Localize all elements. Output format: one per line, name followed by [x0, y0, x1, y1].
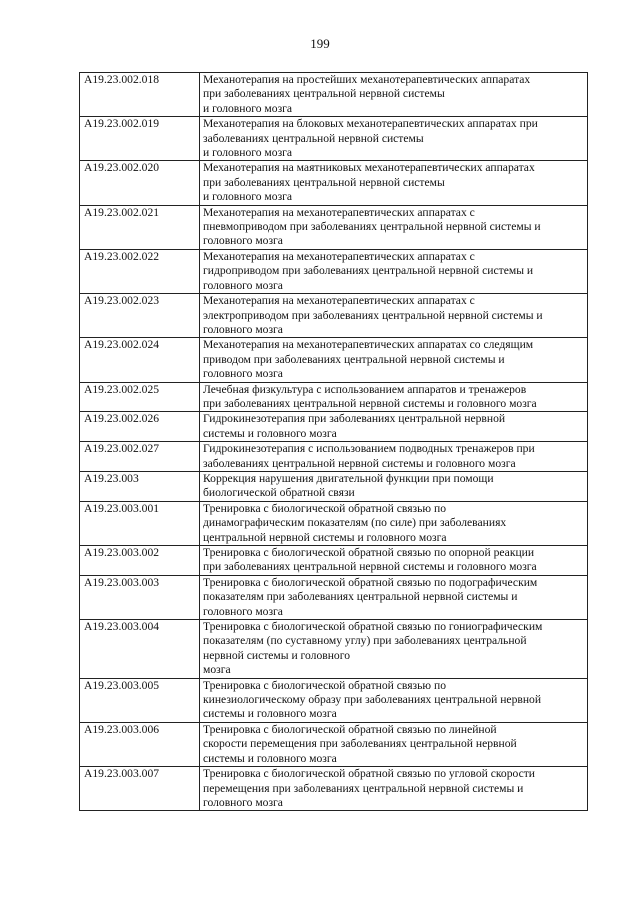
- description-line: системы и головного мозга: [203, 707, 337, 721]
- service-description: [200, 722, 588, 766]
- description-line: головного мозга: [203, 322, 283, 336]
- description-line: кинезиологическому образу при заболеваниях центральной нервной: [203, 693, 542, 707]
- description-line: Тренировка с биологической обратной связью по: [203, 501, 446, 515]
- description-line: при заболеваниях центральной нервной системы: [203, 87, 445, 101]
- table-row: [80, 382, 588, 412]
- table-row: [80, 575, 588, 619]
- description-line: и головного мозга: [203, 101, 293, 115]
- description-line: головного мозга: [203, 278, 283, 292]
- service-code: A19.23.003.005: [80, 678, 200, 722]
- description-line: гидроприводом при заболеваниях центральной нервной системы и: [203, 264, 534, 278]
- table-row: [80, 412, 588, 442]
- description-line: Механотерапия на блоковых механотерапевтических аппаратах при: [203, 117, 538, 131]
- description-line: Механотерапия на механотерапевтических аппаратах с: [203, 249, 475, 263]
- service-code: A19.23.003.006: [80, 722, 200, 766]
- table-row: [80, 249, 588, 293]
- table-row: [80, 294, 588, 338]
- description-line: Тренировка с биологической обратной связью по: [203, 678, 446, 692]
- service-code: A19.23.002.020: [80, 161, 200, 205]
- description-line: центральной нервной системы и головного мозга: [203, 530, 447, 544]
- table-row: [80, 338, 588, 382]
- service-description: [200, 575, 588, 619]
- description-line: Механотерапия на механотерапевтических аппаратах с: [203, 205, 475, 219]
- service-code: A19.23.002.026: [80, 412, 200, 442]
- table-row: [80, 620, 588, 679]
- description-line: системы и головного мозга: [203, 426, 337, 440]
- description-line: пневмоприводом при заболеваниях центральной нервной системы и: [203, 220, 541, 234]
- table-row: [80, 442, 588, 472]
- service-description: [200, 338, 588, 382]
- table-row: [80, 501, 588, 545]
- description-line: показателям при заболеваниях центральной нервной системы и: [203, 590, 518, 604]
- table-row: [80, 722, 588, 766]
- description-line: нервной системы и головного: [203, 648, 350, 662]
- service-description: [200, 620, 588, 679]
- service-description: [200, 249, 588, 293]
- description-line: головного мозга: [203, 234, 283, 248]
- description-line: биологической обратной связи: [203, 486, 355, 500]
- table-row: [80, 678, 588, 722]
- service-code: A19.23.003.001: [80, 501, 200, 545]
- service-code: A19.23.002.025: [80, 382, 200, 412]
- description-line: перемещения при заболеваниях центральной нервной системы и: [203, 781, 524, 795]
- table-row: [80, 205, 588, 249]
- service-description: [200, 73, 588, 117]
- description-line: Тренировка с биологической обратной связью по угловой скорости: [203, 767, 536, 781]
- description-line: мозга: [203, 663, 231, 677]
- description-line: головного мозга: [203, 604, 283, 618]
- service-code: A19.23.002.024: [80, 338, 200, 382]
- description-line: при заболеваниях центральной нервной системы: [203, 175, 445, 189]
- description-line: Тренировка с биологической обратной связью по опорной реакции: [203, 546, 535, 559]
- service-code: A19.23.002.022: [80, 249, 200, 293]
- service-code: A19.23.003.002: [80, 546, 200, 576]
- description-line: Гидрокинезотерапия с использованием подводных тренажеров при: [203, 442, 535, 456]
- table-row: [80, 117, 588, 161]
- description-line: заболеваниях центральной нервной системы и головного мозга: [203, 456, 516, 470]
- description-line: электроприводом при заболеваниях центральной нервной системы и: [203, 308, 543, 322]
- description-line: и головного мозга: [203, 146, 293, 160]
- service-code: A19.23.002.027: [80, 442, 200, 472]
- service-code: A19.23.002.019: [80, 117, 200, 161]
- description-line: Механотерапия на простейших механотерапевтических аппаратах: [203, 73, 531, 86]
- description-line: системы и головного мозга: [203, 751, 337, 765]
- service-description: [200, 117, 588, 161]
- description-line: и головного мозга: [203, 190, 293, 204]
- description-line: скорости перемещения при заболеваниях центральной нервной: [203, 737, 517, 751]
- service-code: A19.23.002.021: [80, 205, 200, 249]
- description-line: показателям (по суставному углу) при заболеваниях центральной: [203, 634, 527, 648]
- service-description: [200, 412, 588, 442]
- table-row: [80, 73, 588, 117]
- description-line: при заболеваниях центральной нервной системы и головного мозга: [203, 396, 537, 410]
- description-line: Лечебная физкультура с использованием аппаратов и тренажеров: [203, 382, 527, 396]
- table-row: [80, 471, 588, 501]
- service-description: [200, 382, 588, 412]
- description-line: приводом при заболеваниях центральной нервной системы и: [203, 352, 505, 366]
- description-line: Тренировка с биологической обратной связью по подографическим: [203, 575, 538, 589]
- table-row: [80, 161, 588, 205]
- service-description: [200, 161, 588, 205]
- description-line: Механотерапия на механотерапевтических аппаратах со следящим: [203, 338, 534, 352]
- service-code: A19.23.003.004: [80, 620, 200, 679]
- description-line: Тренировка с биологической обратной связью по линейной: [203, 722, 497, 736]
- services-table: [79, 72, 588, 811]
- table-row: [80, 546, 588, 576]
- service-description: [200, 471, 588, 501]
- service-description: [200, 294, 588, 338]
- table-row: [80, 767, 588, 811]
- service-description: [200, 546, 588, 576]
- description-line: Механотерапия на механотерапевтических аппаратах с: [203, 294, 475, 308]
- service-description: [200, 767, 588, 811]
- service-code: A19.23.002.018: [80, 73, 200, 117]
- description-line: Тренировка с биологической обратной связью по гониографическим: [203, 620, 543, 634]
- service-code: A19.23.003.003: [80, 575, 200, 619]
- service-description: [200, 678, 588, 722]
- description-line: Коррекция нарушения двигательной функции при помощи: [203, 471, 494, 485]
- service-description: [200, 442, 588, 472]
- description-line: Гидрокинезотерапия при заболеваниях центральной нервной: [203, 412, 506, 426]
- service-code: A19.23.003: [80, 471, 200, 501]
- service-code: A19.23.002.023: [80, 294, 200, 338]
- description-line: динамографическим показателям (по силе) при заболеваниях: [203, 516, 507, 530]
- table-body: [80, 73, 588, 811]
- description-line: головного мозга: [203, 367, 283, 381]
- description-line: при заболеваниях центральной нервной системы и головного мозга: [203, 560, 537, 574]
- page-number: 199: [310, 36, 330, 51]
- service-description: [200, 205, 588, 249]
- description-line: Механотерапия на маятниковых механотерапевтических аппаратах: [203, 161, 535, 175]
- service-code: A19.23.003.007: [80, 767, 200, 811]
- service-description: [200, 501, 588, 545]
- description-line: головного мозга: [203, 795, 283, 809]
- description-line: заболеваниях центральной нервной системы: [203, 131, 424, 145]
